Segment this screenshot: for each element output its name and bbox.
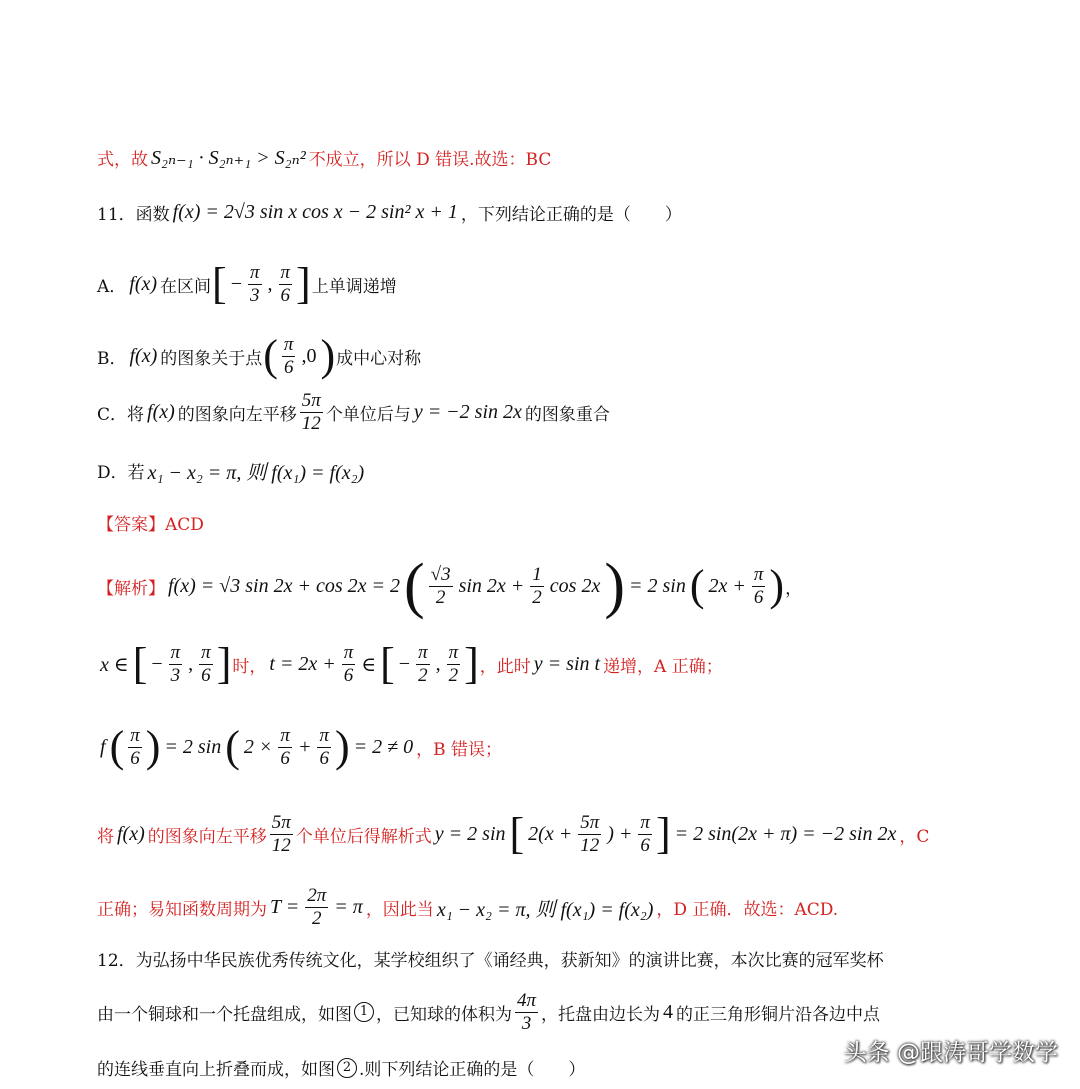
function-definition: f(x) = 2√3 sin x cos x − 2 sin² x + 1 — [172, 201, 458, 223]
analysis-line-5: 正确；易知函数周期为 T = $\frac{2\pi}{2}$ = π ，因此当 x₁ − x₂ = π, 则 f(x₁) = f(x₂) ，D 正确．故选：ACD. — [97, 885, 839, 929]
option-d: D．若 x₁ − x₂ = π, 则 f(x₁) = f(x₂) — [97, 462, 365, 484]
fraction: $\frac{\pi}{6}$ — [280, 725, 290, 769]
fraction: $\frac{\pi}{2}$ — [418, 642, 428, 686]
fraction: $\frac{\pi}{6}$ — [130, 725, 140, 769]
fraction: $\frac{\pi}{6}$ — [201, 642, 211, 686]
solution-tail-line: 式，故 S₂ₙ₋₁ · S₂ₙ₊₁ > S₂ₙ² 不成立，所以 D 错误.故选：BC — [97, 147, 552, 170]
left-bracket: [ — [212, 259, 227, 309]
option-b: B． f(x) 的图象关于点 ( $\frac{\pi}{6}$ ,0 ) 成中心对称 — [97, 331, 422, 381]
fraction: $\frac{\pi}{6}$ — [640, 812, 650, 856]
question-11-stem: 11．函数 f(x) = 2√3 sin x cos x − 2 sin² x + 1 ，下列结论正确的是（ ） — [97, 201, 682, 225]
option-c: C．将 f(x) 的图象向左平移 $\frac{5\pi}{12}$ 个单位后与 y = −2 sin 2x 的图象重合 — [97, 390, 610, 434]
watermark — [844, 1034, 1058, 1067]
circled-number: 2 — [337, 1058, 357, 1078]
circled-number: 1 — [354, 1002, 374, 1022]
analysis-line-4: 将 f(x) 的图象向左平移 $\frac{5\pi}{12}$ 个单位后得解析式 y = 2 sin [ 2(x + $\frac{5\pi}{12}$ ) + $\frac{\pi}{6}$ ] = 2 sin(2x + π) = −2 sin 2x ，C — [97, 809, 930, 859]
fraction: $\frac{\pi}{3}$ — [170, 642, 181, 686]
fraction: $\frac{\pi}{6}$ — [319, 725, 329, 769]
question-12-line-1: 12．为弘扬中华民族优秀传统文化，某学校组织了《诵经典，获新知》的演讲比赛，本次比赛的冠军奖杯 — [97, 951, 884, 971]
right-bracket: ] — [296, 259, 311, 309]
fraction: $\frac{\pi}{6}$ — [283, 334, 294, 378]
question-12-line-2: 由一个铜球和一个托盘组成，如图 1 ，已知球的体积为 $\frac{4\pi}{3}$ ，托盘由边长为 4 的正三角形铜片沿各边中点 — [97, 990, 881, 1034]
fraction: $\frac{\pi}{3}$ — [249, 262, 260, 306]
option-a: A． f(x) 在区间 [ − $\frac{\pi}{3}$ , $\frac{\pi}{6}$ ] 上单调递增 — [97, 259, 397, 309]
fraction: $\frac{4\pi}{3}$ — [517, 990, 537, 1034]
fraction: $\frac{1}{2}$ — [532, 563, 542, 608]
fraction: $\frac{5\pi}{12}$ — [301, 390, 321, 434]
fraction: $\frac{2\pi}{2}$ — [307, 885, 327, 929]
analysis-line-1: 【解析】 f(x) = √3 sin 2x + cos 2x = 2 ( $\frac{√3}{2}$ sin 2x + $\frac{1}{2}$ cos 2x ) = 2 sin ( 2x + $\frac{\pi}{6}$ ) ， — [97, 552, 803, 620]
analysis-line-3: f ( $\frac{\pi}{6}$ ) = 2 sin ( 2 × $\frac{\pi}{6}$ + $\frac{\pi}{6}$ ) = 2 ≠ 0 ，B 错误； — [100, 722, 503, 772]
fraction: $\frac{\pi}{6}$ — [343, 642, 354, 686]
question-12-line-3: 的连线垂直向上折叠而成，如图 2 .则下列结论正确的是（ ） — [97, 1059, 586, 1080]
fraction: $\frac{\pi}{2}$ — [448, 642, 459, 686]
sum-inequality: S₂ₙ₋₁ · S₂ₙ₊₁ > S₂ₙ² — [151, 147, 306, 169]
fraction: $\frac{5\pi}{12}$ — [271, 812, 291, 856]
fraction: $\frac{\pi}{6}$ — [280, 262, 291, 306]
fraction: $\frac{√3}{2}$ — [430, 563, 451, 608]
fraction: $\frac{\pi}{6}$ — [753, 563, 764, 608]
watermark-text: 头条 @跟涛哥学数学 — [843, 1040, 1058, 1066]
answer-line: 【答案】ACD — [97, 515, 204, 535]
analysis-line-2: x ∈ [ − $\frac{\pi}{3}$ , $\frac{\pi}{6}$ ] 时， t = 2x + $\frac{\pi}{6}$ ∈ [ − $\frac{\pi}{2}$ , $\frac{\pi}{2}$ ] ，此时 y = sin t 递增，A 正确； — [100, 639, 723, 689]
fraction: $\frac{5\pi}{12}$ — [580, 812, 600, 856]
